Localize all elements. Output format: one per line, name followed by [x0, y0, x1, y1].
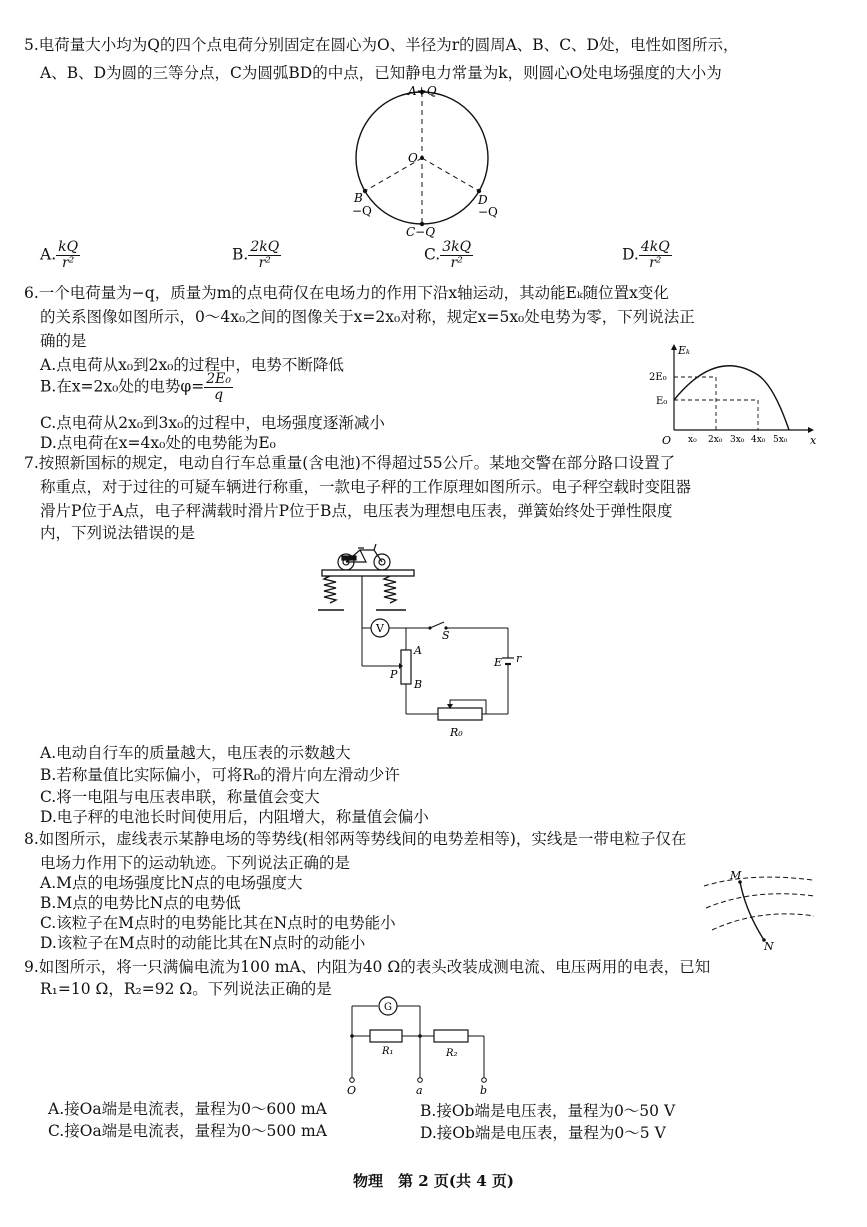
- q6-graph-origin: O: [662, 434, 672, 447]
- q5-label-O: O: [408, 151, 418, 165]
- q6-option-d: D.点电荷在x=4x₀处的电势能为E₀: [40, 434, 276, 452]
- q7-option-d: D.电子秤的电池长时间使用后，内阻增大，称量值会偏小: [40, 808, 429, 826]
- q5-label-A: A+Q: [408, 84, 437, 98]
- q9-stem-line1: 9.如图所示，将一只满偏电流为100 mA、内阻为40 Ω的表头改装成测电流、电压两用的电表，已知: [24, 958, 711, 976]
- q9-option-a: A.接Oa端是电流表，量程为0～600 mA: [48, 1100, 327, 1118]
- q6-option-b: B.在x=2x₀处的电势φ= $\frac{\text{2E₀}}{q}$: [40, 371, 231, 403]
- q9-label-R2: R₂: [446, 1048, 458, 1059]
- q5-option-d: D. $\frac{4kQ}{\text{r²}}$: [622, 239, 670, 271]
- q7-stem-line3: 滑片P位于A点，电子秤满载时滑片P位于B点，电压表为理想电压表，弹簧始终处于弹性限度: [40, 502, 673, 520]
- q9-label-G: G: [384, 1002, 392, 1013]
- q7-label-E: E: [494, 656, 503, 669]
- q9-option-c: C.接Oa端是电流表，量程为0～500 mA: [48, 1122, 327, 1140]
- q6-graph-ylabel: Eₖ: [678, 344, 691, 357]
- q6-graph-x3: 3x₀: [730, 435, 745, 445]
- q6-graph-y2: 2E₀: [649, 372, 667, 383]
- q8-equipotential-figure: [700, 868, 820, 952]
- q8-stem-line1: 8.如图所示，虚线表示某静电场的等势线(相邻两等势线间的电势差相等)，实线是一带电粒子仅在: [24, 830, 687, 848]
- q6-ek-graph: [648, 340, 818, 450]
- q7-stem-line1: 7.按照新国标的规定，电动自行车总重量(含电池)不得超过55公斤。某地交警在部分路口设置了: [24, 454, 676, 472]
- q9-label-a: a: [416, 1084, 423, 1096]
- q7-label-S: S: [442, 629, 450, 642]
- q8-label-N: N: [764, 940, 774, 952]
- q5-option-a: A. $\frac{kQ}{\text{r²}}$: [40, 239, 79, 271]
- q7-option-a: A.电动自行车的质量越大，电压表的示数越大: [40, 744, 351, 762]
- q5-option-c: C. $\frac{3kQ}{\text{r²}}$: [424, 239, 472, 271]
- q8-option-d: D.该粒子在M点时的动能比其在N点时的动能小: [40, 934, 366, 952]
- q8-option-a: A.M点的电场强度比N点的电场强度大: [40, 874, 303, 892]
- q6-option-a: A.点电荷从x₀到2x₀的过程中，电势不断降低: [40, 356, 344, 374]
- q6-graph-x5: 5x₀: [773, 435, 788, 445]
- q6-graph-x1: x₀: [688, 435, 697, 445]
- q6-stem-line2: 的关系图像如图所示，0～4x₀之间的图像关于x=2x₀对称，规定x=5x₀处电势为零，下列说法正: [40, 308, 695, 326]
- q8-stem-line2: 电场力作用下的运动轨迹。下列说法正确的是: [40, 854, 351, 872]
- q6-graph-y1: E₀: [656, 396, 668, 407]
- q7-stem-line4: 内，下列说法错误的是: [40, 524, 196, 542]
- q8-label-M: M: [730, 869, 742, 882]
- q5-stem-line2: A、B、D为圆的三等分点，C为圆弧BD的中点，已知静电力常量为k，则圆心O处电场强度的大小为: [40, 64, 722, 82]
- q9-meter-circuit-figure: [330, 994, 510, 1096]
- q7-label-R0: R₀: [450, 726, 463, 739]
- q9-label-O: O: [347, 1084, 357, 1096]
- q6-stem-line1: 6.一个电荷量为−q，质量为m的点电荷仅在电场力的作用下沿x轴运动，其动能Eₖ随位置x变化: [24, 284, 669, 302]
- q9-option-b: B.接Ob端是电压表，量程为0～50 V: [420, 1102, 676, 1120]
- q8-option-b: B.M点的电势比N点的电势低: [40, 894, 241, 912]
- q5-label-C: C−Q: [406, 225, 436, 239]
- q8-option-c: C.该粒子在M点时的电势能比其在N点时的电势能小: [40, 914, 396, 932]
- q7-option-b: B.若称量值比实际偏小，可将R₀的滑片向左滑动少许: [40, 766, 400, 784]
- q5-label-B-charge: −Q: [352, 204, 372, 218]
- q5-label-D-charge: −Q: [478, 205, 498, 219]
- q9-option-d: D.接Ob端是电压表，量程为0～5 V: [420, 1124, 666, 1142]
- q7-stem-line2: 称重点，对于过往的可疑车辆进行称重，一款电子秤的工作原理如图所示。电子秤空载时变阻器: [40, 478, 692, 496]
- q9-label-R1: R₁: [382, 1046, 394, 1057]
- q6-graph-xlabel: x: [810, 434, 817, 447]
- q5-label-D: D: [478, 193, 488, 207]
- q6-graph-x2: 2x₀: [708, 435, 723, 445]
- q9-stem-line2: R₁=10 Ω，R₂=92 Ω。下列说法正确的是: [40, 980, 332, 998]
- page-footer: 物理 第 2 页(共 4 页): [353, 1172, 514, 1190]
- q7-label-P: P: [390, 668, 398, 681]
- q5-option-b: B. $\frac{2kQ}{\text{r²}}$: [232, 239, 280, 271]
- q6-stem-line3: 确的是: [40, 332, 87, 350]
- q9-label-b: b: [480, 1084, 488, 1096]
- q5-stem-line1: 5.电荷量大小均为Q的四个点电荷分别固定在圆心为O、半径为r的圆周A、B、C、D处，电性如图所示，: [24, 36, 739, 54]
- q6-option-c: C.点电荷从2x₀到3x₀的过程中，电场强度逐渐减小: [40, 414, 385, 432]
- q7-option-c: C.将一电阻与电压表串联，称量值会变大: [40, 788, 320, 806]
- q7-label-r: r: [516, 652, 522, 665]
- q7-scale-circuit-figure: [310, 542, 540, 742]
- q7-label-B: B: [414, 678, 423, 691]
- q6-graph-x4: 4x₀: [751, 435, 766, 445]
- bicycle-icon: [338, 544, 390, 570]
- q7-label-A: A: [414, 644, 422, 657]
- q7-label-V: V: [376, 622, 384, 635]
- q5-label-B: B: [354, 191, 363, 205]
- q5-circle-figure: [340, 84, 510, 240]
